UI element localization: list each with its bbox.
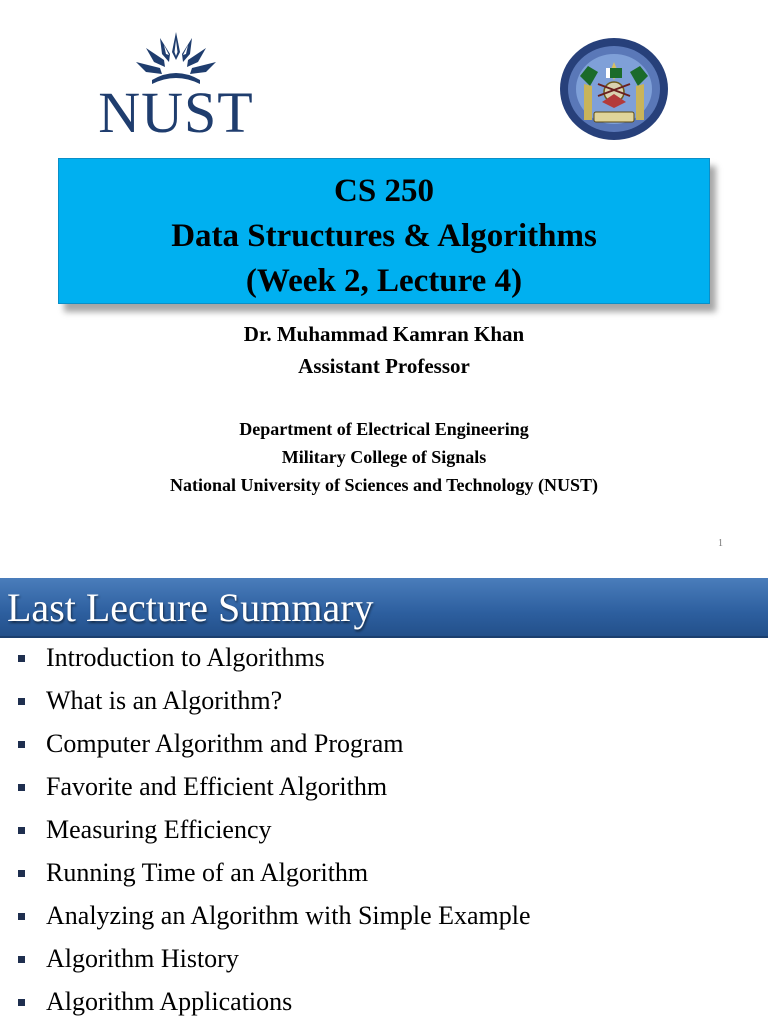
slide-header-bar: [0, 578, 768, 638]
author-name: Dr. Muhammad Kamran Khan: [243, 322, 525, 346]
course-code: CS 250: [334, 173, 434, 209]
bullet-item: Favorite and Efficient Algorithm: [0, 767, 768, 810]
bullet-item: What is an Algorithm?: [0, 681, 768, 724]
author-block: [0, 318, 768, 382]
department-name: Department of Electrical Engineering: [239, 419, 529, 439]
square-bullet-icon: [18, 784, 25, 791]
nust-emblem-icon: [132, 30, 220, 86]
college-name: Military College of Signals: [281, 447, 487, 467]
bullet-item: Computer Algorithm and Program: [0, 724, 768, 767]
square-bullet-icon: [18, 956, 25, 963]
bullet-item: Analyzing an Algorithm with Simple Example: [0, 896, 768, 939]
nust-logo: [96, 30, 256, 145]
summary-slide: [0, 572, 768, 1024]
bullet-item: Algorithm Applications: [0, 982, 768, 1025]
square-bullet-icon: [18, 999, 25, 1006]
nust-wordmark: NUST: [98, 80, 254, 145]
bullet-item: Algorithm History: [0, 939, 768, 982]
slide-title: Last Lecture Summary: [7, 585, 374, 630]
square-bullet-icon: [18, 827, 25, 834]
bullet-item: Measuring Efficiency: [0, 810, 768, 853]
square-bullet-icon: [18, 655, 25, 662]
mcs-crest-icon: [558, 36, 670, 142]
slide-number: 1: [718, 538, 723, 549]
university-name: National University of Sciences and Technology (NUST): [169, 475, 599, 495]
title-box: [58, 158, 710, 304]
author-position: Assistant Professor: [298, 354, 470, 378]
square-bullet-icon: [18, 741, 25, 748]
bullet-list: [0, 638, 768, 1025]
square-bullet-icon: [18, 870, 25, 877]
lecture-info: (Week 2, Lecture 4): [245, 263, 523, 299]
affiliation-block: [0, 415, 768, 499]
course-title: Data Structures & Algorithms: [171, 218, 597, 254]
bullet-item: Introduction to Algorithms: [0, 638, 768, 681]
square-bullet-icon: [18, 698, 25, 705]
bullet-item: Running Time of an Algorithm: [0, 853, 768, 896]
square-bullet-icon: [18, 913, 25, 920]
